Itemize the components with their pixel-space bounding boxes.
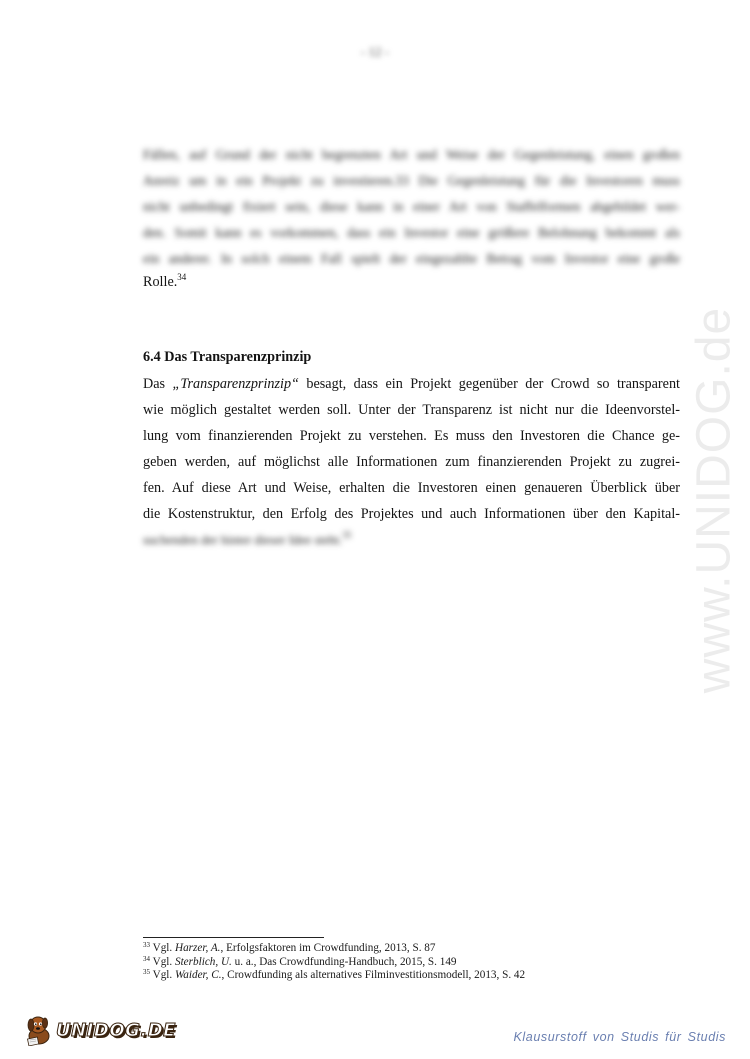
footnote-author: Harzer, A. [174,942,221,954]
section-body [143,371,680,553]
body-line-1 [143,371,680,397]
footnote-source: u. a., Das Crowdfunding-Handbuch, 2015, S. 149 [231,955,457,968]
previous-paragraph [143,142,680,272]
paragraph-line: den. Somit kann es vorkommen, dass ein Investor eine größere Belohnung bekommt als [143,225,680,240]
body-line: fen. Auf diese Art und Weise, erhalten die Investoren einen genaueren Überblick über [143,480,680,496]
body-last-text: suchenden der hinter dieser Idee steht. [143,532,343,547]
footnote-divider [143,937,324,938]
footnote-ref-34: 34 [177,272,187,282]
body-line: geben werden, auf möglichst alle Informationen zum finanzierenden Projekt zu zugrei- [143,454,680,470]
footnote-prefix: Vgl. [152,969,175,982]
body-line: wie möglich gestaltet werden soll. Unter der Transparenz ist nicht nur die Ideenvorstel- [143,402,680,418]
footnote-number: 33 [143,941,150,949]
section-heading: 6.4 Das Transparenzprinzip [143,349,312,365]
body-text-rest: besagt, dass ein Projekt gegenüber der Crowd so transparent [298,376,680,392]
quote-close: “ [291,376,299,392]
footnote-source: , Crowdfunding als alternatives Filminvestitionsmodell, 2013, S. 42 [221,969,526,982]
footnote-prefix: Vgl. [152,942,175,954]
paragraph-line: Anreiz um in ein Projekt zu investieren.33 Die Gegenleistung für die Investoren muss [143,173,680,188]
body-quote [173,376,299,392]
watermark: www.UNIDOG.de [687,306,741,694]
dog-mascot-icon [24,1014,54,1046]
footnote-author: Waider, C. [174,969,222,982]
paragraph-final-line [143,272,186,292]
quote-open: „ [172,376,181,392]
body-line: lung vom finanzierenden Projekt zu verstehen. Es muss den Investoren die Chance ge- [143,428,680,444]
body-line: die Kostenstruktur, den Erfolg des Projektes und auch Informationen über den Kapital- [143,506,680,522]
body-line-blurred [143,527,680,553]
page-number: - 12 - [360,44,390,59]
paragraph-line: Fällen, auf Grund der nicht begrenzten Art und Weise der Gegenleistung, einen großen [143,147,680,162]
footnote-author: Sterblich, U. [174,955,232,968]
footnote-prefix: Vgl. [152,955,175,968]
footnotes [143,942,525,983]
paragraph-line: nicht unbedingt fixiert sein, diese kann in einer Art von Staffelformen abgebildet wer- [143,199,680,214]
tagline: Klausurstoff von Studis für Studis [513,1030,726,1044]
paragraph-final-word: Rolle. [143,274,178,290]
footnote-34 [143,956,525,970]
footnote-33 [143,942,525,956]
footnote-35 [143,969,525,983]
body-term: Transparenzprinzip [180,376,292,392]
footnote-source: , Erfolgsfaktoren im Crowdfunding, 2013, S. 87 [220,942,436,954]
logo-text: UNIDOG.DE [56,1019,176,1041]
paragraph-line: ein anderer. In solch einem Fall spielt der eingezahlte Betrag vom Investor eine große [143,251,680,266]
unidog-logo[interactable] [24,1013,176,1047]
footnote-ref-35: 35 [342,530,352,540]
body-text-prefix: Das [143,376,173,392]
footnote-number: 34 [143,954,150,963]
footnote-number: 35 [143,968,150,977]
